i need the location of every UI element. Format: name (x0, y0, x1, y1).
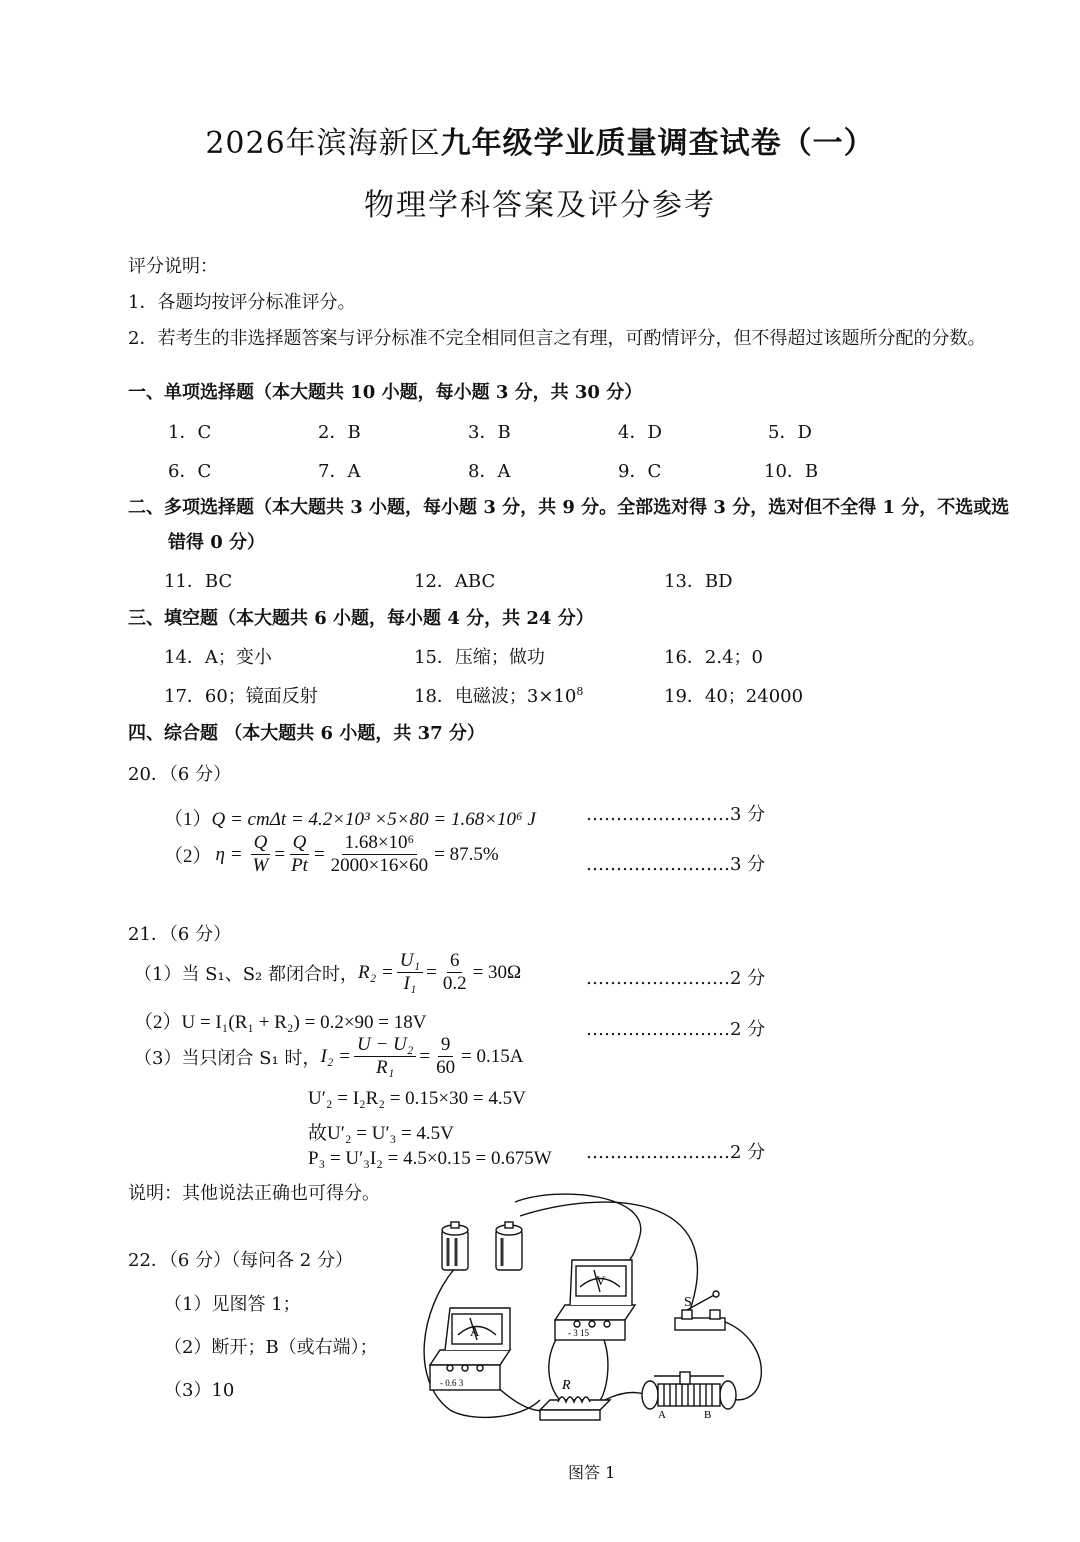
circuit-diagram (400, 1190, 800, 1430)
rheostat-icon (642, 1372, 736, 1409)
q20-score-2: ……………………3 分 (586, 854, 766, 875)
q21-part1: （1）当 S₁、S₂ 都闭合时， R₂ = $\frac{\text{U₁}}{\text{I₁}}$ = $\frac{6}{0.2}$ = 30Ω (134, 950, 522, 994)
q21-remark: 说明：其他说法正确也可得分。 (128, 1183, 380, 1204)
q22-answer-2: （2）断开；B（或右端）； (164, 1337, 378, 1358)
answer-10: 10．B (764, 461, 819, 482)
voltmeter-icon (555, 1260, 635, 1340)
ammeter-terminals: - 0.6 3 (440, 1378, 464, 1388)
q21-score-1: ……………………2 分 (586, 968, 766, 989)
section1-heading: 一、单项选择题（本大题共 10 小题，每小题 3 分，共 30 分） (128, 382, 643, 403)
answer-11: 11．BC (164, 571, 233, 592)
q22-answer-3: （3）10 (164, 1380, 235, 1401)
section2-heading-cont: 错得 0 分） (168, 532, 266, 553)
answer-19: 19．40；24000 (664, 686, 804, 707)
resistor-label: R (562, 1378, 571, 1393)
q22-label: 22．（6 分）（每问各 2 分） (128, 1250, 353, 1271)
q21-score-3: ……………………2 分 (586, 1142, 766, 1163)
answer-16: 16．2.4；0 (664, 647, 763, 668)
switch-icon (675, 1291, 725, 1330)
resistor-icon (540, 1397, 610, 1420)
q21-part3-line3: 故U′₂ = U′₃ = 4.5V (308, 1123, 454, 1144)
answer-5: 5．D (768, 422, 812, 443)
q21-score-2: ……………………2 分 (586, 1019, 766, 1040)
answer-18: 18．电磁波；$3\times 10^8$ (414, 685, 584, 707)
answer-13: 13．BD (664, 571, 733, 592)
section3-heading: 三、填空题（本大题共 6 小题，每小题 4 分，共 24 分） (128, 608, 594, 629)
note-1: 1．各题均按评分标准评分。 (128, 292, 356, 313)
page-subtitle: 物理学科答案及评分参考 (364, 188, 716, 223)
figure-caption: 图答 1 (568, 1463, 616, 1482)
answer-1: 1．C (168, 422, 212, 443)
q20-score-1: ……………………3 分 (586, 804, 766, 825)
q20-part2: （2） η = $\frac{Q}{W}$ = $\frac{Q}{Pt}$ = $\frac{\text{1.68×10⁶}}{2000\times 16\times 60}$ = 87.5% (164, 832, 499, 876)
answer-14: 14．A；变小 (164, 647, 272, 668)
notes-label: 评分说明： (128, 256, 218, 277)
answer-8: 8．A (468, 461, 511, 482)
answer-9: 9．C (618, 461, 662, 482)
q21-part3-line2: U′₂ = I₂R₂ = 0.15×30 = 4.5V (308, 1088, 526, 1109)
answer-3: 3．B (468, 422, 511, 443)
q21-part2: （2）U = I₁(R₁ + R₂) = 0.2×90 = 18V (134, 1012, 427, 1033)
note-2: 2．若考生的非选择题答案与评分标准不完全相同但言之有理，可酌情评分，但不得超过该题所分配的分数。 (128, 328, 986, 349)
q21-label: 21．（6 分） (128, 924, 232, 945)
section2-heading: 二、多项选择题（本大题共 3 小题，每小题 3 分，共 9 分。全部选对得 3 分，选对但不全得 1 分，不选或选 (128, 497, 1010, 518)
voltmeter-label: V (596, 1273, 606, 1288)
q20-label: 20．（6 分） (128, 764, 232, 785)
battery-icon (442, 1222, 522, 1270)
answer-7: 7．A (318, 461, 361, 482)
page-title: 2026年滨海新区九年级学业质量调查试卷（一） (205, 126, 875, 161)
answer-17: 17．60；镜面反射 (164, 686, 318, 707)
q21-part3: （3）当只闭合 S₁ 时， I₂ = $\frac{\text{U − U₂}}{\text{R₁}}$ = $\frac{9}{60}$ = 0.15A (134, 1034, 524, 1078)
q21-part3-line4: P₃ = U′₃I₂ = 4.5×0.15 = 0.675W (308, 1148, 552, 1169)
answer-15: 15．压缩；做功 (414, 647, 545, 668)
rheostat-label-b: B (704, 1409, 712, 1421)
wire-battery-voltmeter (515, 1194, 641, 1270)
answer-12: 12．ABC (414, 571, 496, 592)
q22-answer-1: （1）见图答 1； (164, 1294, 301, 1315)
answer-2: 2．B (318, 422, 361, 443)
voltmeter-terminals: - 3 15 (568, 1328, 589, 1338)
switch-label: S (684, 1295, 692, 1310)
rheostat-label-a: A (658, 1409, 666, 1421)
ammeter-label: A (470, 1324, 480, 1339)
answer-6: 6．C (168, 461, 212, 482)
q20-part1: （1）Q = cmΔt = 4.2×10³ ×5×80 = 1.68×10⁶ J (164, 809, 536, 830)
section4-heading: 四、综合题 （本大题共 6 小题，共 37 分） (128, 723, 485, 744)
answer-4: 4．D (618, 422, 662, 443)
